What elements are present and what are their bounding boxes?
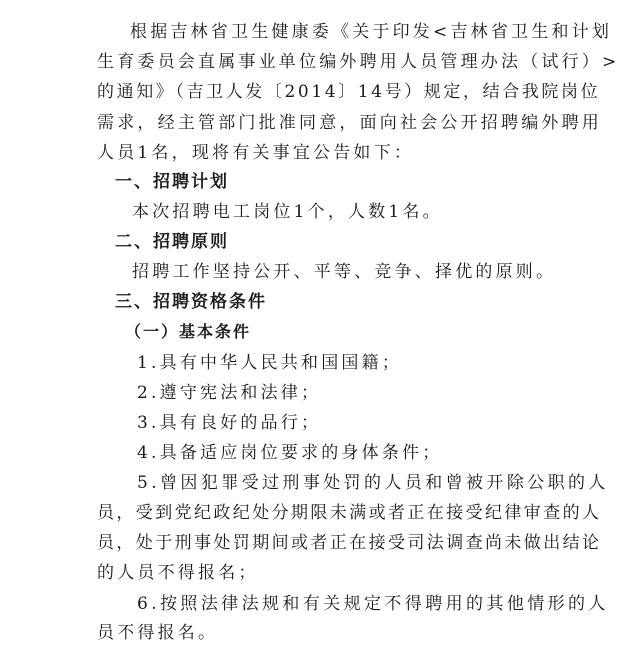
section-1-heading: 一、招聘计划 <box>115 172 229 192</box>
section-3-heading: 三、招聘资格条件 <box>115 292 267 312</box>
condition-item-4: 4.具备适应岗位要求的身体条件； <box>137 443 443 463</box>
section-3-subheading: （一）基本条件 <box>125 322 252 341</box>
section-2-heading: 二、招聘原则 <box>115 232 229 252</box>
condition-item-2: 2.遵守宪法和法律； <box>137 383 322 403</box>
condition-item-6-line-1: 6.按照法律法规和有关规定不得聘用的其他情形的人 <box>137 594 609 614</box>
condition-item-5-line-4: 的人员不得报名； <box>97 563 259 583</box>
condition-item-5-line-2: 员，受到党纪政纪处分期限未满或者正在接受纪律审查的人 <box>97 503 602 523</box>
condition-item-5-line-3: 员，处于刑事处罚期间或者正在接受司法调查尚未做出结论 <box>97 533 602 553</box>
condition-item-5-line-1: 5.曾因犯罪受过刑事处罚的人员和曾被开除公职的人 <box>137 473 609 493</box>
intro-line-2: 生育委员会直属事业单位编外聘用人员管理办法（试行）> <box>97 52 620 72</box>
condition-item-1: 1.具有中华人民共和国国籍； <box>137 353 403 373</box>
intro-line-5: 人员1名，现将有关事宜公告如下： <box>97 143 415 163</box>
section-2-body: 招聘工作坚持公开、平等、竞争、择优的原则。 <box>132 262 557 282</box>
intro-line-3: 的通知》（吉卫人发〔2014〕14号）规定，结合我院岗位 <box>97 82 601 102</box>
section-1-body: 本次招聘电工岗位1个，人数1名。 <box>132 202 443 222</box>
condition-item-3: 3.具有良好的品行； <box>137 413 322 433</box>
intro-line-1: 根据吉林省卫生健康委《关于印发<吉林省卫生和计划 <box>130 22 613 42</box>
condition-item-6-line-2: 员不得报名。 <box>97 623 219 643</box>
intro-line-4: 需求，经主管部门批准同意，面向社会公开招聘编外聘用 <box>97 113 602 133</box>
